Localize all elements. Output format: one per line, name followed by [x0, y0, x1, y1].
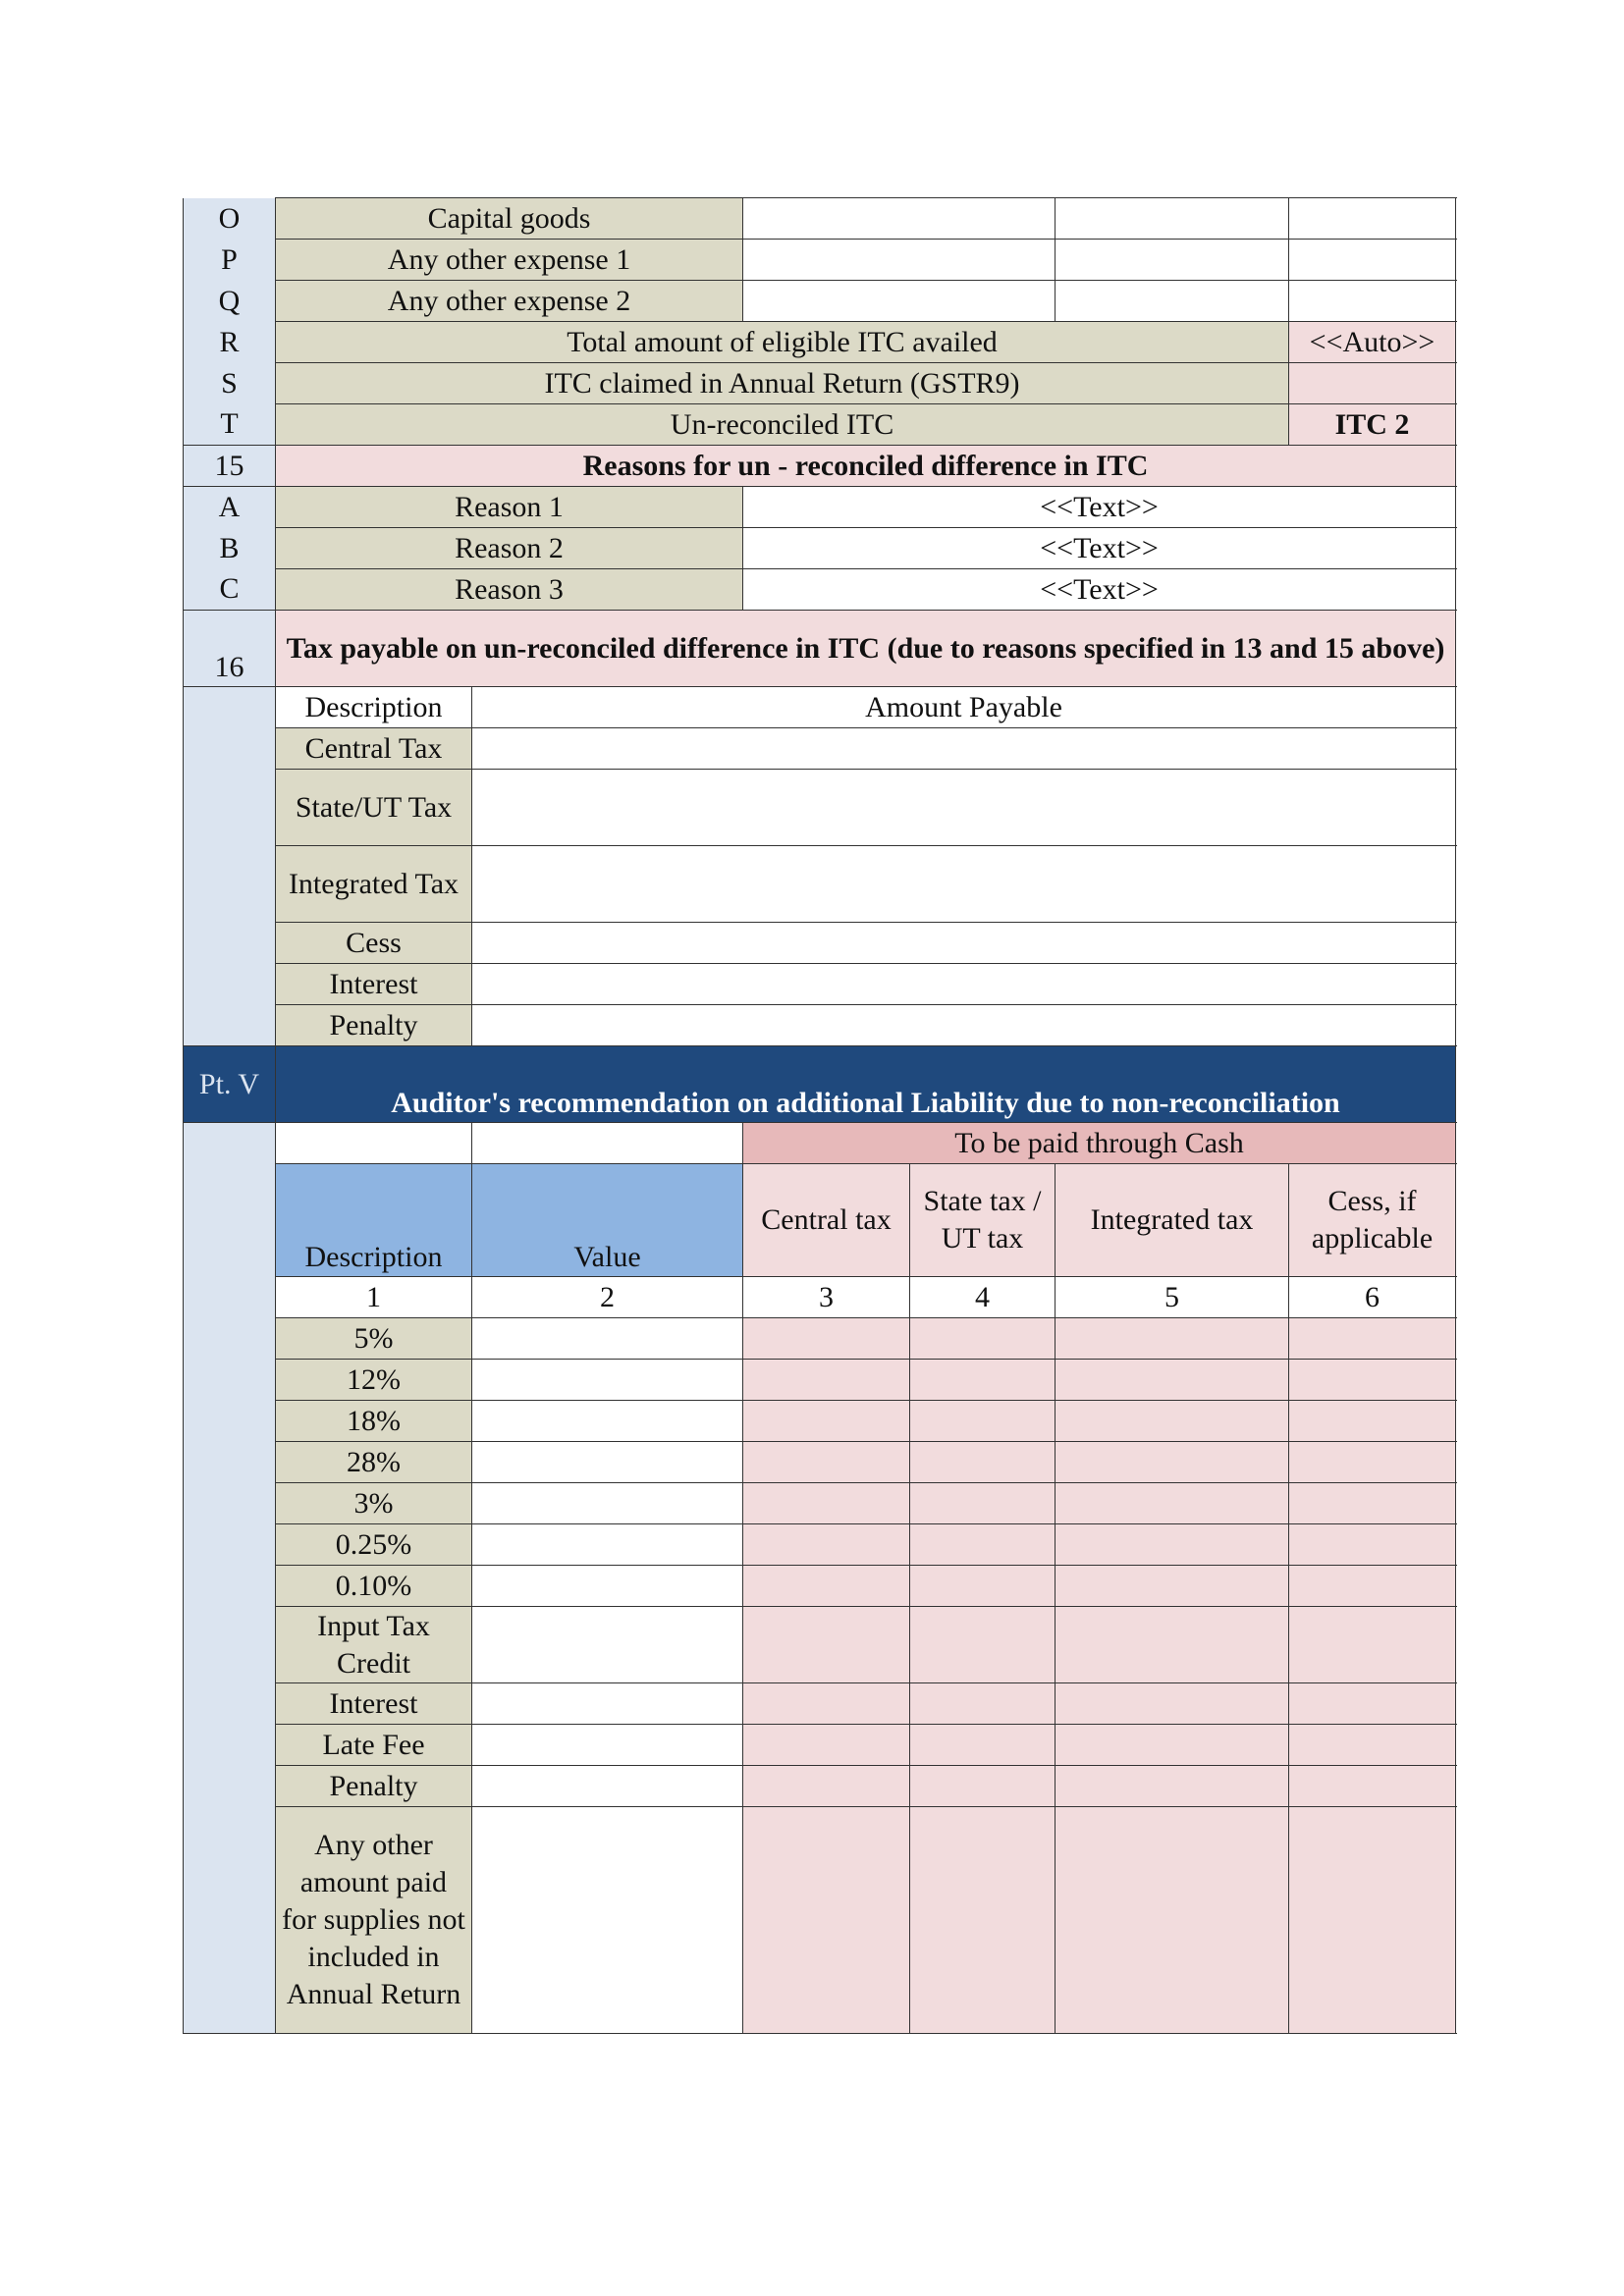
reason-text[interactable]: <<Text>>	[743, 487, 1456, 528]
value-input[interactable]	[472, 1360, 743, 1401]
amount-input[interactable]	[472, 728, 1456, 770]
liability-row	[184, 1683, 1456, 1725]
cell-input[interactable]	[1056, 281, 1289, 322]
liability-label: 5%	[276, 1318, 472, 1360]
label-column	[184, 1318, 276, 1360]
unreconciled-value: ITC 2	[1289, 404, 1456, 446]
col-state-tax: State tax / UT tax	[910, 1164, 1056, 1277]
cess-input[interactable]	[1289, 1401, 1456, 1442]
integrated-tax-input[interactable]	[1056, 1483, 1289, 1524]
central-tax-input[interactable]	[743, 1318, 910, 1360]
state-tax-input[interactable]	[910, 1401, 1056, 1442]
col-description: Description	[276, 1164, 472, 1277]
label-column	[184, 1483, 276, 1524]
cess-input[interactable]	[1289, 1442, 1456, 1483]
value-input[interactable]	[472, 1766, 743, 1807]
cell-input[interactable]	[743, 240, 1056, 281]
cess-input[interactable]	[1289, 1360, 1456, 1401]
value-input[interactable]	[472, 1483, 743, 1524]
part5-rows	[184, 1318, 1456, 2034]
liability-row	[184, 1807, 1456, 2034]
liability-row	[184, 1401, 1456, 1442]
section16-header	[184, 611, 1456, 687]
cess-input[interactable]	[1289, 1683, 1456, 1725]
label-column	[184, 1123, 276, 1164]
payable-row	[184, 1005, 1456, 1046]
integrated-tax-input[interactable]	[1056, 1566, 1289, 1607]
section15-header	[184, 446, 1456, 487]
cell-input[interactable]	[1289, 281, 1456, 322]
integrated-tax-input[interactable]	[1056, 1318, 1289, 1360]
row-label: Reason 3	[276, 569, 743, 611]
part-title: Auditor's recommendation on additional Liability due to non-reconciliation	[276, 1046, 1456, 1123]
integrated-tax-input[interactable]	[1056, 1725, 1289, 1766]
label-column	[184, 1524, 276, 1566]
liability-label: 0.25%	[276, 1524, 472, 1566]
central-tax-input[interactable]	[743, 1401, 910, 1442]
row-label: Reason 2	[276, 528, 743, 569]
reconciliation-table	[183, 197, 1456, 2034]
row-code: P	[184, 240, 276, 281]
liability-row	[184, 1566, 1456, 1607]
row-code: A	[184, 487, 276, 528]
row-label: Un-reconciled ITC	[276, 404, 1289, 446]
state-tax-input[interactable]	[910, 1725, 1056, 1766]
section16-col-header	[184, 687, 1456, 728]
liability-label: 12%	[276, 1360, 472, 1401]
liability-row	[184, 1318, 1456, 1360]
payable-label: Cess	[276, 923, 472, 964]
label-column	[184, 770, 276, 846]
itc-row-q	[184, 281, 1456, 322]
part-label: Pt. V	[184, 1046, 276, 1123]
integrated-tax-input[interactable]	[1056, 1766, 1289, 1807]
state-tax-input[interactable]	[910, 1442, 1056, 1483]
cess-input[interactable]	[1289, 1524, 1456, 1566]
label-column	[184, 1442, 276, 1483]
cash-header-row	[184, 1123, 1456, 1164]
col-number: 4	[910, 1277, 1056, 1318]
integrated-tax-input[interactable]	[1056, 1401, 1289, 1442]
cash-header: To be paid through Cash	[743, 1123, 1456, 1164]
amount-input[interactable]	[472, 770, 1456, 846]
section-number: 15	[184, 446, 276, 487]
col-cess: Cess, if applicable	[1289, 1164, 1456, 1277]
payable-row	[184, 964, 1456, 1005]
liability-row	[184, 1725, 1456, 1766]
row-code: R	[184, 322, 276, 363]
integrated-tax-input[interactable]	[1056, 1607, 1289, 1683]
integrated-tax-input[interactable]	[1056, 1807, 1289, 2034]
cell-input[interactable]	[1056, 198, 1289, 240]
label-column	[184, 964, 276, 1005]
row-code: T	[184, 404, 276, 446]
col-value: Value	[472, 1164, 743, 1277]
liability-label: Late Fee	[276, 1725, 472, 1766]
integrated-tax-input[interactable]	[1056, 1442, 1289, 1483]
liability-row	[184, 1442, 1456, 1483]
liability-label: 28%	[276, 1442, 472, 1483]
cess-input[interactable]	[1289, 1807, 1456, 2034]
cell-input[interactable]	[1289, 198, 1456, 240]
column-header-row	[184, 1164, 1456, 1277]
central-tax-input[interactable]	[743, 1807, 910, 2034]
label-column	[184, 687, 276, 728]
label-column	[184, 1607, 276, 1683]
reason-text[interactable]: <<Text>>	[743, 569, 1456, 611]
itc-row-o	[184, 198, 1456, 240]
central-tax-input[interactable]	[743, 1683, 910, 1725]
payable-label: Central Tax	[276, 728, 472, 770]
liability-label: 0.10%	[276, 1566, 472, 1607]
row-code: S	[184, 363, 276, 404]
itc-row-t	[184, 404, 1456, 446]
label-column	[184, 728, 276, 770]
itc-row-p	[184, 240, 1456, 281]
liability-label: 18%	[276, 1401, 472, 1442]
cess-input[interactable]	[1289, 1318, 1456, 1360]
value-input[interactable]	[472, 1442, 743, 1483]
col-number: 2	[472, 1277, 743, 1318]
value-input[interactable]	[472, 1524, 743, 1566]
state-tax-input[interactable]	[910, 1566, 1056, 1607]
cess-input[interactable]	[1289, 1566, 1456, 1607]
label-column	[184, 1566, 276, 1607]
col-number: 6	[1289, 1277, 1456, 1318]
value-input[interactable]	[472, 1318, 743, 1360]
cell-input[interactable]	[1289, 240, 1456, 281]
central-tax-input[interactable]	[743, 1766, 910, 1807]
section-number: 16	[184, 611, 276, 687]
integrated-tax-input[interactable]	[1056, 1683, 1289, 1725]
col-number: 3	[743, 1277, 910, 1318]
row-label: Capital goods	[276, 198, 743, 240]
payable-row	[184, 846, 1456, 923]
central-tax-input[interactable]	[743, 1442, 910, 1483]
blank-cell	[472, 1123, 743, 1164]
cell-input[interactable]	[743, 198, 1056, 240]
row-label: Total amount of eligible ITC availed	[276, 322, 1289, 363]
payable-row	[184, 923, 1456, 964]
cess-input[interactable]	[1289, 1725, 1456, 1766]
central-tax-input[interactable]	[743, 1725, 910, 1766]
payable-row	[184, 728, 1456, 770]
amount-header: Amount Payable	[472, 687, 1456, 728]
integrated-tax-input[interactable]	[1056, 1524, 1289, 1566]
payable-row	[184, 770, 1456, 846]
row-label: ITC claimed in Annual Return (GSTR9)	[276, 363, 1289, 404]
liability-row	[184, 1607, 1456, 1683]
description-header: Description	[276, 687, 472, 728]
section-title: Reasons for un - reconciled difference in ITC	[276, 446, 1456, 487]
col-number: 1	[276, 1277, 472, 1318]
state-tax-input[interactable]	[910, 1360, 1056, 1401]
cess-input[interactable]	[1289, 1483, 1456, 1524]
row-code: Q	[184, 281, 276, 322]
state-tax-input[interactable]	[910, 1524, 1056, 1566]
label-column	[184, 923, 276, 964]
amount-input[interactable]	[472, 964, 1456, 1005]
label-column	[184, 1683, 276, 1725]
central-tax-input[interactable]	[743, 1607, 910, 1683]
state-tax-input[interactable]	[910, 1683, 1056, 1725]
row-label: Any other expense 1	[276, 240, 743, 281]
cell-input[interactable]	[1056, 240, 1289, 281]
central-tax-input[interactable]	[743, 1483, 910, 1524]
value-input[interactable]	[472, 1807, 743, 2034]
reason-row-a	[184, 487, 1456, 528]
col-number: 5	[1056, 1277, 1289, 1318]
liability-label: Penalty	[276, 1766, 472, 1807]
row-code: B	[184, 528, 276, 569]
blank-cell	[276, 1123, 472, 1164]
value-input[interactable]	[472, 1401, 743, 1442]
reason-text[interactable]: <<Text>>	[743, 528, 1456, 569]
label-column	[184, 1277, 276, 1318]
payable-label: Interest	[276, 964, 472, 1005]
state-tax-input[interactable]	[910, 1483, 1056, 1524]
value-input[interactable]	[472, 1725, 743, 1766]
cess-input[interactable]	[1289, 1766, 1456, 1807]
label-column	[184, 1164, 276, 1277]
payable-label: Integrated Tax	[276, 846, 472, 923]
part5-header	[184, 1046, 1456, 1123]
liability-row	[184, 1360, 1456, 1401]
central-tax-input[interactable]	[743, 1360, 910, 1401]
label-column	[184, 1401, 276, 1442]
state-tax-input[interactable]	[910, 1607, 1056, 1683]
central-tax-input[interactable]	[743, 1566, 910, 1607]
row-label: Reason 1	[276, 487, 743, 528]
label-column	[184, 846, 276, 923]
liability-label: Interest	[276, 1683, 472, 1725]
liability-label: Any other amount paid for supplies not included in Annual Return	[276, 1807, 472, 2034]
state-tax-input[interactable]	[910, 1318, 1056, 1360]
itc-row-r	[184, 322, 1456, 363]
liability-row	[184, 1766, 1456, 1807]
col-central-tax: Central tax	[743, 1164, 910, 1277]
liability-label: Input Tax Credit	[276, 1607, 472, 1683]
reason-row-c	[184, 569, 1456, 611]
value-input[interactable]	[472, 1566, 743, 1607]
row-code: C	[184, 569, 276, 611]
value-input[interactable]	[472, 1683, 743, 1725]
payable-label: State/UT Tax	[276, 770, 472, 846]
liability-row	[184, 1524, 1456, 1566]
form-sheet	[183, 197, 1455, 2034]
reason-row-b	[184, 528, 1456, 569]
liability-row	[184, 1483, 1456, 1524]
row-label: Any other expense 2	[276, 281, 743, 322]
col-integrated-tax: Integrated tax	[1056, 1164, 1289, 1277]
liability-label: 3%	[276, 1483, 472, 1524]
cell-input[interactable]	[743, 281, 1056, 322]
amount-input[interactable]	[472, 1005, 1456, 1046]
cess-input[interactable]	[1289, 1607, 1456, 1683]
section-title: Tax payable on un-reconciled difference in ITC (due to reasons specified in 13 and 15 above)	[276, 611, 1456, 687]
itc-row-s	[184, 363, 1456, 404]
amount-input[interactable]	[472, 923, 1456, 964]
label-column	[184, 1807, 276, 2034]
gstr9-value[interactable]	[1289, 363, 1456, 404]
row-code: O	[184, 198, 276, 240]
label-column	[184, 1005, 276, 1046]
payable-label: Penalty	[276, 1005, 472, 1046]
state-tax-input[interactable]	[910, 1807, 1056, 2034]
central-tax-input[interactable]	[743, 1524, 910, 1566]
column-number-row	[184, 1277, 1456, 1318]
amount-input[interactable]	[472, 846, 1456, 923]
integrated-tax-input[interactable]	[1056, 1360, 1289, 1401]
value-input[interactable]	[472, 1607, 743, 1683]
state-tax-input[interactable]	[910, 1766, 1056, 1807]
label-column	[184, 1360, 276, 1401]
label-column	[184, 1725, 276, 1766]
label-column	[184, 1766, 276, 1807]
auto-value: <<Auto>>	[1289, 322, 1456, 363]
